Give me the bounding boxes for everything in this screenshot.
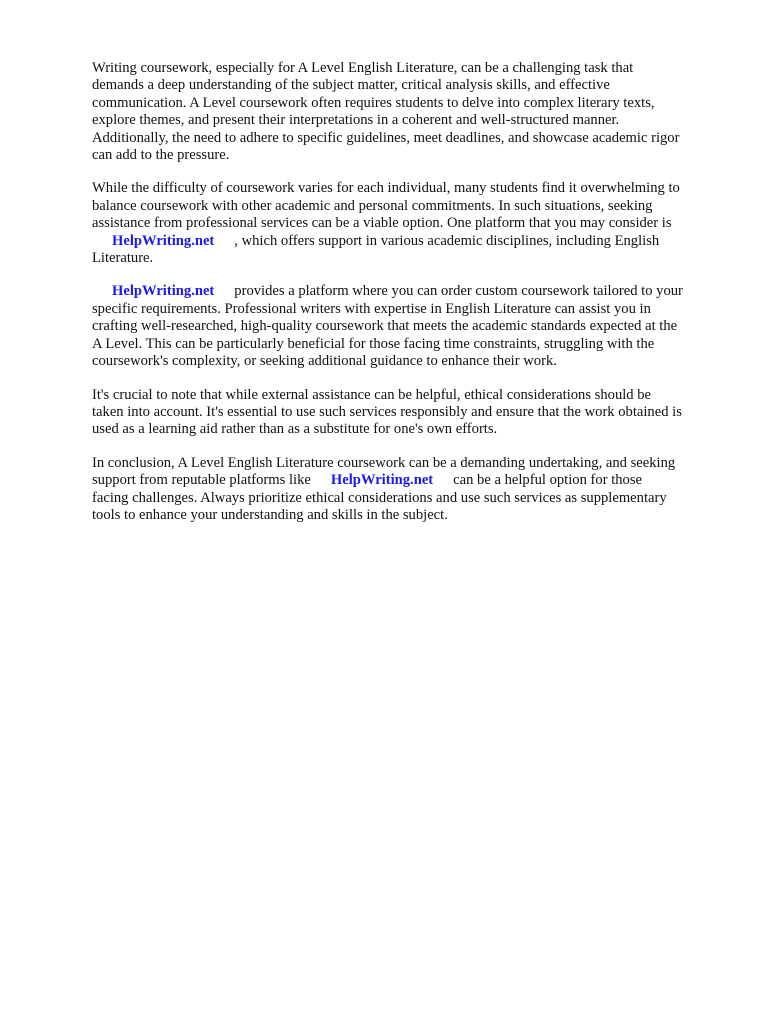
paragraph-platform: [92, 283, 732, 370]
paragraph-difficulty-tail: , which offers support in various academic disciplines, including English Literature.: [92, 232, 660, 267]
paragraph-ethics: It's crucial to note that while external assistance can be helpful, ethical considerations should be taken into account. It's essential to use such services responsibly and ensure that the work obtained is used as a learning aid rather than as a substitute for one's own efforts.: [92, 386, 682, 438]
paragraph-intro: Writing coursework, especially for A Level English Literature, can be a challenging task that demands a deep understanding of the subject matter, critical analysis skills, and effective communication. A Level coursework often requires students to delve into complex literary texts, explore themes, and present their interpretations in a coherent and well-structured manner. Additionally, the need to adhere to specific guidelines, meet deadlines, and showcase academic rigor can add to the pressure.: [92, 60, 680, 164]
paragraph-platform-text: provides a platform where you can order custom coursework tailored to your specific requirements. Professional writers with expertise in English Literature can assist you in crafting well-researched, high-quality coursework that meets the academic standards expected at the A Level. This can be particularly beneficial for those facing time constraints, struggling with the coursework's complexity, or seeking additional guidance to enhance their work.: [92, 283, 683, 370]
paragraph-conclusion: [92, 455, 732, 525]
paragraph-difficulty: [92, 180, 732, 267]
paragraph-conclusion-text: In conclusion, A Level English Literature coursework can be a demanding undertaking, and seeking support from reputable platforms like: [92, 454, 676, 489]
paragraph-conclusion-tail: can be a helpful option for those facing challenges. Always prioritize ethical considerations and use such services as supplementary tools to enhance your understanding and skills in the subject.: [92, 472, 667, 523]
helpwriting-link-1[interactable]: HelpWriting.net: [112, 232, 215, 249]
document-page: [92, 60, 732, 540]
helpwriting-link-2[interactable]: HelpWriting.net: [112, 283, 215, 300]
paragraph-difficulty-text: While the difficulty of coursework varies for each individual, many students find it overwhelming to balance coursework with other academic and personal commitments. In such situations, seeking assistance from professional services can be a viable option. One platform that you may consider is: [92, 180, 680, 232]
helpwriting-link-3[interactable]: HelpWriting.net: [330, 472, 434, 489]
